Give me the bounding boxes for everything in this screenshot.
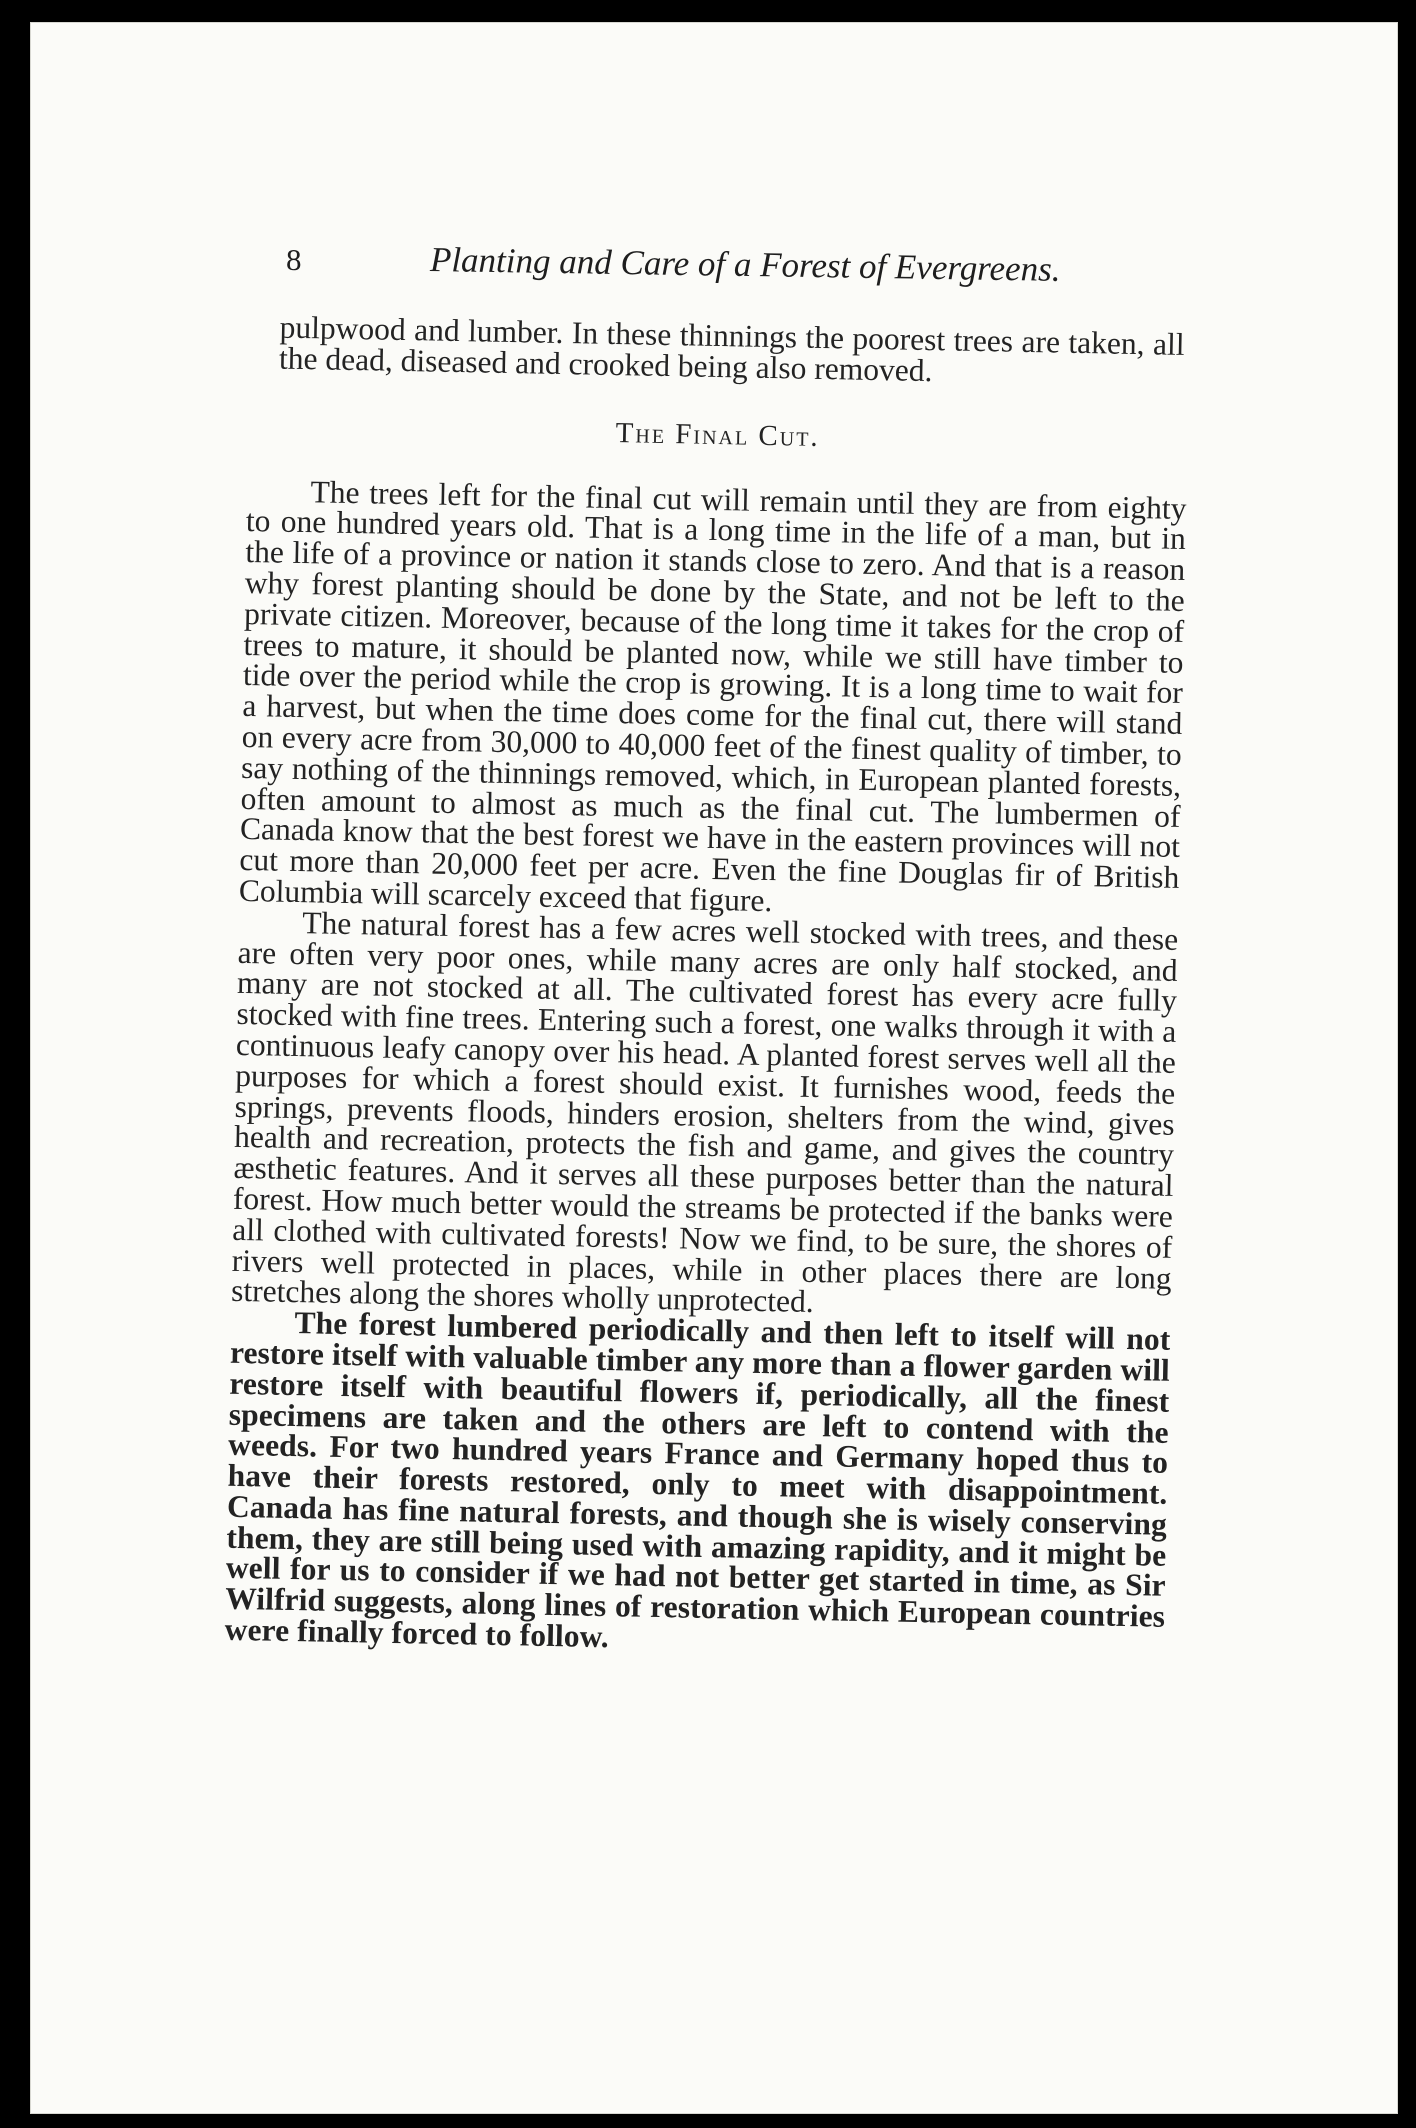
page-header xyxy=(286,240,1206,288)
page-body xyxy=(224,309,1189,1664)
book-page xyxy=(30,22,1398,2114)
body-paragraph-1: The trees left for the final cut will remain until they are from eighty to one hundred years old. That is a long time in the life of a man, but in the life of a province or nation it stands close to zero. And that is a reason why forest planting should be done by the State, and not be left to the private citizen. Moreover, because of the long time it takes for the crop of trees to mature, it should be planted now, while we still have timber to tide over the period while the crop is growing. It is a long time to wait for a harvest, but when the time does come for the final cut, there will stand on every acre from 30,000 to 40,000 feet of the finest quality of timber, to say nothing of the thinnings removed, which, in European planted forests, often amount to almost as much as the final cut. The lumbermen of Canada know that the best forest we have in the eastern provinces will not cut more than 20,000 feet per acre. Even the fine Douglas fir of British Columbia will scarcely exceed that figure. xyxy=(238,473,1187,919)
running-title: Planting and Care of a Forest of Evergreens. xyxy=(429,240,1061,289)
body-paragraph-2: The natural forest has a few acres well stocked with trees, and these are often very poor ones, while many acres are only half stocked, and many are not stocked at all. The cultivated forest has every acre fully stocked with fine trees. Entering such a forest, one walks through it with a continuous leafy canopy over his head. A planted forest serves well all the purposes for which a forest should exist. It furnishes wood, feeds the springs, prevents floods, hinders erosion, shelters from the wind, gives health and recreation, protects the fish and game, and gives the country æsthetic features. And it serves all these purposes better than the natural forest. How much better would the streams be protected if the banks were all clothed with cultivated forests! Now we find, to be sure, the shores of rivers well protected in places, while in other places there are long stretches along the shores wholly unprotected. xyxy=(230,904,1179,1320)
page-number: 8 xyxy=(286,242,302,277)
section-heading: The Final Cut. xyxy=(615,416,821,453)
opening-paragraph: pulpwood and lumber. In these thinnings the poorest trees are taken, all the dead, diseased and crooked being also removed. xyxy=(278,309,1185,388)
body-paragraph-3: The forest lumbered periodically and then left to itself will not restore itself with valuable timber any more than a flower garden will restore itself with beautiful flowers if, periodically, all the finest specimens are taken and the others are left to contend with the weeds. For two hundred years France and Germany hoped thus to have their forests restored, only to meet with disappointment. Canada has fine natural forests, and though she is wisely conserving them, they are still being used with amazing rapidity, and it might be well for us to consider if we had not better get started in time, as Sir Wilfrid suggests, along lines of restoration which European countries were finally forced to follow. xyxy=(224,1305,1171,1655)
